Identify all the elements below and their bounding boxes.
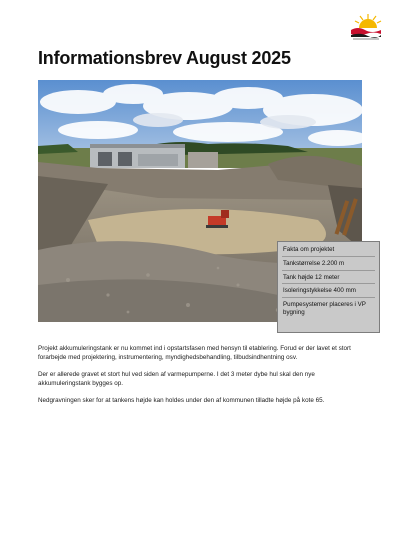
fact-heading: Fakta om projektet (283, 246, 335, 253)
page-title: Informationsbrev August 2025 (38, 48, 291, 68)
fact-insulation: Isoleringstykkelse 400 mm (282, 283, 375, 297)
paragraph: Nedgravningen sker for at tankens højde kan holdes under den af kommunen tilladte højde på kote 65. (38, 396, 325, 404)
fact-pump-systems: Pumpesystemer placeres i VP bygning (282, 297, 375, 319)
fact-tank-size: Tankstørrelse 2.200 m (282, 256, 375, 270)
fact-tank-height: Tank højde 12 meter (282, 270, 375, 284)
sun-logo-icon (348, 12, 384, 42)
sun-logo (348, 12, 384, 42)
paragraph: Projekt akkumuleringstank er nu kommet ind i opstartsfasen med hensyn til etablering. Forud er der lavet et stort forarbejde med projektering, instrumentering, myndighedsbehandling, tilbudsindhentning osv. (38, 345, 351, 361)
paragraph: Der er allerede gravet et stort hul ved siden af varmepumperne. I det 3 meter dybe hul skal den nye akkumuleringstank bygges op. (38, 370, 315, 387)
fact-box (277, 241, 380, 333)
body-text (38, 345, 368, 414)
